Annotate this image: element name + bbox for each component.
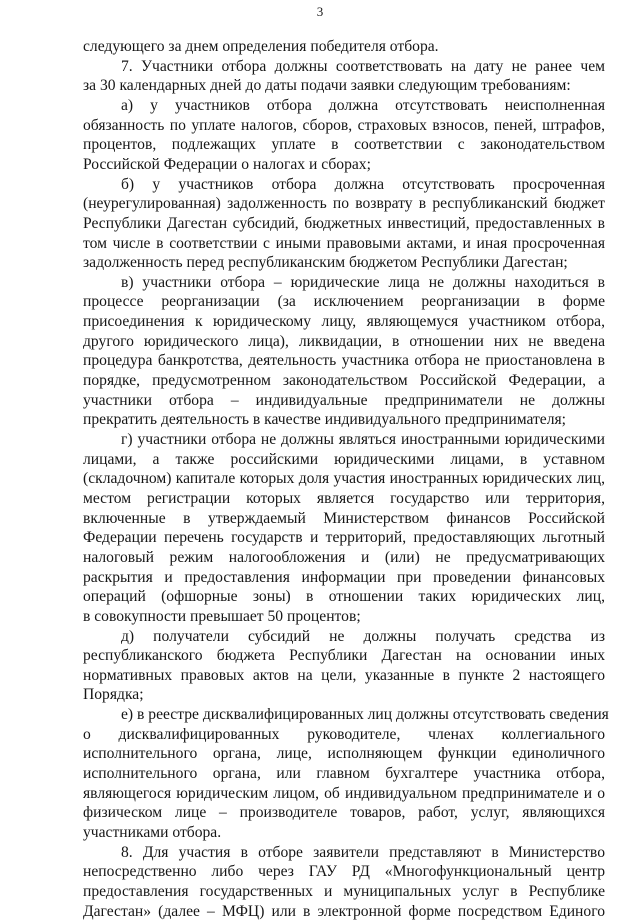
text-line: Порядка; bbox=[83, 686, 144, 703]
text-line: Российской Федерации о налогах и сборах; bbox=[83, 156, 371, 173]
text-line: лицами, а также российскими юридическими лицами, в уставном bbox=[83, 451, 605, 468]
text-line: Республики Дагестан субсидий, бюджетных инвестиций, предоставленных в bbox=[83, 215, 605, 232]
text-line: процедура банкротства, деятельность участника отбора не приостановлена в bbox=[83, 352, 605, 369]
text-line: б) у участников отбора должна отсутствовать просроченная bbox=[121, 176, 605, 193]
text-line: процентов, подлежащих уплате в соответствии с законодательством bbox=[83, 136, 605, 153]
text-line: 7. Участники отбора должны соответствовать на дату не ранее чем bbox=[121, 58, 605, 75]
text-line: участниками отбора. bbox=[83, 824, 222, 841]
text-line: задолженность перед республиканским бюджетом Республики Дагестан; bbox=[83, 254, 568, 271]
text-line: процессе реорганизации (за исключением реорганизации в форме bbox=[83, 293, 605, 310]
text-line: исполнительного органа, или главном бухгалтере участника отбора, bbox=[83, 765, 605, 782]
text-line: г) участники отбора не должны являться иностранными юридическими bbox=[121, 431, 605, 448]
text-line: (неурегулированная) задолженность по возврату в республиканский бюджет bbox=[83, 195, 605, 212]
text-line: другого юридического лица), ликвидации, в отношении них не введена bbox=[83, 333, 605, 350]
text-line: физическом лице – производителе товаров, работ, услуг, являющихся bbox=[83, 804, 605, 821]
page-number: 3 bbox=[316, 4, 324, 19]
text-line: налоговый режим налогообложения и (или) не предусматривающих bbox=[83, 549, 605, 566]
text-line: являющегося юридическим лицом, об индивидуальном предпринимателе и о bbox=[83, 785, 605, 802]
text-line: следующего за днем определения победителя отбора. bbox=[83, 38, 439, 55]
text-line: порядке, предусмотренном законодательством Российской Федерации, а bbox=[83, 372, 605, 389]
text-line: непосредственно либо через ГАУ РД «Многофункциональный центр bbox=[83, 863, 605, 880]
text-line: включенные в утверждаемый Министерством финансов Российской bbox=[83, 510, 605, 527]
text-line: Федерации перечень государств и территорий, предоставляющих льготный bbox=[83, 529, 605, 546]
text-line: том числе в соответствии с иными правовыми актами, и иная просроченная bbox=[83, 235, 605, 252]
text-line: за 30 календарных дней до даты подачи заявки следующим требованиям: bbox=[83, 77, 571, 94]
text-line: в) участники отбора – юридические лица не должны находиться в bbox=[121, 274, 605, 291]
text-line: в совокупности превышает 50 процентов; bbox=[83, 608, 361, 625]
text-line: о дисквалифицированных руководителе, членах коллегиального bbox=[83, 726, 605, 743]
text-line: (складочном) капитале которых доля участия иностранных юридических лиц, bbox=[83, 470, 605, 487]
text-line: республиканского бюджета Республики Дагестан на основании иных bbox=[83, 647, 605, 664]
text-line: Дагестан» (далее – МФЦ) или в электронной форме посредством Единого bbox=[83, 903, 605, 920]
text-line: операций (офшорные зоны) в отношении таких юридических лиц, bbox=[83, 588, 605, 605]
text-line: а) у участников отбора должна отсутствовать неисполненная bbox=[121, 97, 605, 114]
text-line: прекратить деятельность в качестве индивидуального предпринимателя; bbox=[83, 411, 567, 428]
text-line: нормативных правовых актов на цели, указанные в пункте 2 настоящего bbox=[83, 667, 605, 684]
text-line: д) получатели субсидий не должны получать средства из bbox=[121, 628, 605, 645]
text-line: е) в реестре дисквалифицированных лиц должны отсутствовать сведения bbox=[121, 706, 609, 723]
text-line: присоединения к юридическому лицу, являющемуся участником отбора, bbox=[83, 313, 605, 330]
text-line: местом регистрации которых является государство или территория, bbox=[83, 490, 605, 507]
text-line: исполнительного органа, лице, исполняющем функции единоличного bbox=[83, 745, 605, 762]
text-line: 8. Для участия в отборе заявители представляют в Министерство bbox=[121, 844, 605, 861]
text-line: предоставления государственных и муниципальных услуг в Республике bbox=[83, 883, 605, 900]
text-line: участники отбора – индивидуальные предприниматели не должны bbox=[83, 392, 605, 409]
text-line: обязанность по уплате налогов, сборов, страховых взносов, пеней, штрафов, bbox=[83, 117, 605, 134]
text-line: раскрытия и предоставления информации при проведении финансовых bbox=[83, 569, 605, 586]
